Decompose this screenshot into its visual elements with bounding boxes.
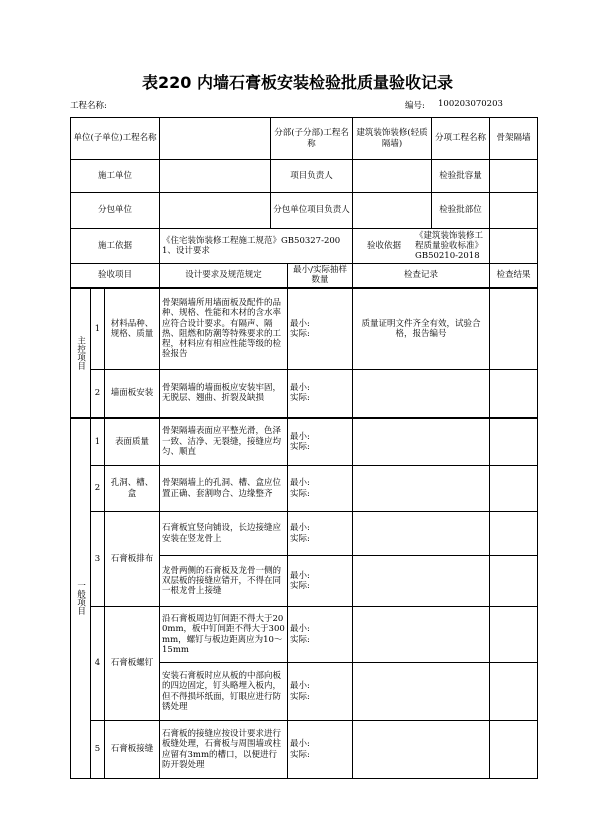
unit-label: 单位(子单位)工程名称 [71, 118, 160, 160]
main-item-record: 质量证明文件齐全有效，试验合格，报告编号 [353, 288, 490, 370]
result-cell[interactable] [490, 556, 538, 607]
general-item-no: 1 [91, 418, 105, 466]
accept-basis-label: 验收依据 [367, 240, 402, 251]
basis-label: 施工依据 [71, 229, 160, 264]
general-item-name: 石膏板螺钉 [105, 607, 160, 721]
col-item: 验收项目 [71, 264, 160, 288]
group-main: 主控项目 [71, 288, 91, 418]
general-item-req: 石膏板宜竖向铺设，长边接缝应安装在竖龙骨上 [160, 512, 288, 556]
record-cell[interactable] [353, 663, 490, 721]
general-item-no: 5 [91, 721, 105, 779]
capacity-label: 检验批容量 [439, 170, 482, 181]
main-item-req: 骨架隔墙的墙面板应安装牢固，无脱层、翘曲、折裂及缺损 [160, 370, 288, 418]
pm-label: 项目负责人 [290, 170, 333, 181]
general-item-name: 孔洞、槽、盒 [105, 466, 160, 512]
col-req: 设计要求及规范规定 [160, 264, 288, 288]
part-label: 检验批部位 [439, 205, 482, 216]
sub-pm-label: 分包单位项目负责人 [273, 205, 350, 216]
general-item-req: 龙骨两侧的石膏板及龙骨一侧的双层板的接缝应错开，不得在同一根龙骨上接缝 [160, 556, 288, 607]
inspection-record-table [70, 117, 538, 779]
record-cell[interactable] [353, 512, 490, 556]
item-value: 骨架隔墙 [490, 118, 538, 160]
min-actual-cell[interactable]: 最小: 实际: [288, 466, 353, 512]
basis-value: 《住宅装饰装修工程施工规范》GB50327-2001、设计要求 [160, 229, 353, 264]
part-value[interactable] [490, 193, 538, 229]
main-item-name: 墙面板安装 [105, 370, 160, 418]
record-cell[interactable] [353, 556, 490, 607]
col-result: 检查结果 [490, 264, 538, 288]
project-name-label: 工程名称: [70, 101, 107, 111]
general-item-req: 安装石膏板时应从板的中部向板的四边固定，钉头略埋入板内，但不得损坏纸面，钉眼应进行防锈处理 [160, 663, 288, 721]
main-item-name: 材料品种、规格、质量 [105, 288, 160, 370]
min-actual-cell[interactable]: 最小: 实际: [288, 607, 353, 663]
general-item-name: 石膏板接缝 [105, 721, 160, 779]
main-item-record[interactable] [353, 370, 490, 418]
unit-value[interactable] [160, 118, 271, 159]
min-actual-cell[interactable]: 最小: 实际: [288, 370, 353, 418]
main-item-req: 骨架隔墙所用墙面板及配件的品种、规格、性能和木材的含水率应符合设计要求。有隔声、隔热、阻燃和防潮等特殊要求的工程，材料应有相应性能等级的检验报告 [160, 288, 288, 370]
result-cell[interactable] [490, 663, 538, 721]
general-item-no: 2 [91, 466, 105, 512]
accept-basis-value: 《建筑装饰装修工程质量验收标准》GB50210-2018 [415, 230, 484, 262]
page-title: 表220 内墙石膏板安装检验批质量验收记录 [142, 73, 453, 92]
sub-label: 分部(子分部)工程名称 [274, 128, 349, 149]
result-cell[interactable] [490, 370, 538, 418]
general-item-req: 骨架隔墙上的孔洞、槽、盒应位置正确、套割吻合、边缘整齐 [160, 466, 288, 512]
general-item-name: 表面质量 [105, 418, 160, 466]
general-item-name: 石膏板排布 [105, 512, 160, 607]
item-label: 分项工程名称 [435, 133, 487, 144]
record-cell[interactable] [353, 418, 490, 466]
result-cell[interactable] [490, 288, 538, 370]
min-actual-cell[interactable]: 最小: 实际: [288, 721, 353, 779]
general-item-no: 3 [91, 512, 105, 607]
col-min: 最小/实际抽样数量 [288, 264, 353, 288]
number-label: 编号: [405, 101, 425, 111]
result-cell[interactable] [490, 721, 538, 779]
col-record: 检查记录 [353, 264, 490, 288]
pm-value[interactable] [353, 160, 432, 192]
record-cell[interactable] [353, 607, 490, 663]
min-actual-cell[interactable]: 最小: 实际: [288, 512, 353, 556]
builder-value[interactable] [160, 160, 271, 192]
group-general: 一般项目 [71, 418, 91, 779]
result-cell[interactable] [490, 607, 538, 663]
result-cell[interactable] [490, 512, 538, 556]
result-cell[interactable] [490, 418, 538, 466]
sub-pm-value[interactable] [353, 193, 432, 228]
subcontractor-label: 分包单位 [71, 193, 160, 229]
record-cell[interactable] [353, 721, 490, 779]
number-value: 100203070203 [438, 99, 503, 109]
min-actual-cell[interactable]: 最小: 实际: [288, 556, 353, 607]
general-item-req: 石膏板的接缝应按设计要求进行板缝处理，石膏板与周围墙或柱应留有3mm的槽口，以便进行防开裂处理 [160, 721, 288, 779]
result-cell[interactable] [490, 466, 538, 512]
general-item-req: 骨架隔墙表面应平整光滑，色泽一致、洁净、无裂缝，接缝应均匀、顺直 [160, 418, 288, 466]
builder-label: 施工单位 [71, 160, 160, 193]
sub-value: 建筑装饰装修(轻质隔墙) [353, 118, 432, 159]
record-cell[interactable] [353, 466, 490, 512]
min-actual-cell[interactable]: 最小: 实际: [288, 418, 353, 466]
general-item-no: 4 [91, 607, 105, 721]
subcontractor-value[interactable] [160, 193, 271, 228]
main-item-no: 1 [91, 288, 105, 370]
main-item-no: 2 [91, 370, 105, 418]
min-actual-cell[interactable]: 最小: 实际: [288, 663, 353, 721]
min-actual-cell[interactable]: 最小: 实际: [288, 288, 353, 370]
capacity-value[interactable] [490, 160, 538, 193]
general-item-req: 沿石膏板周边钉间距不得大于200mm，板中钉间距不得大于300mm，螺钉与板边距离应为10～15mm [160, 607, 288, 663]
